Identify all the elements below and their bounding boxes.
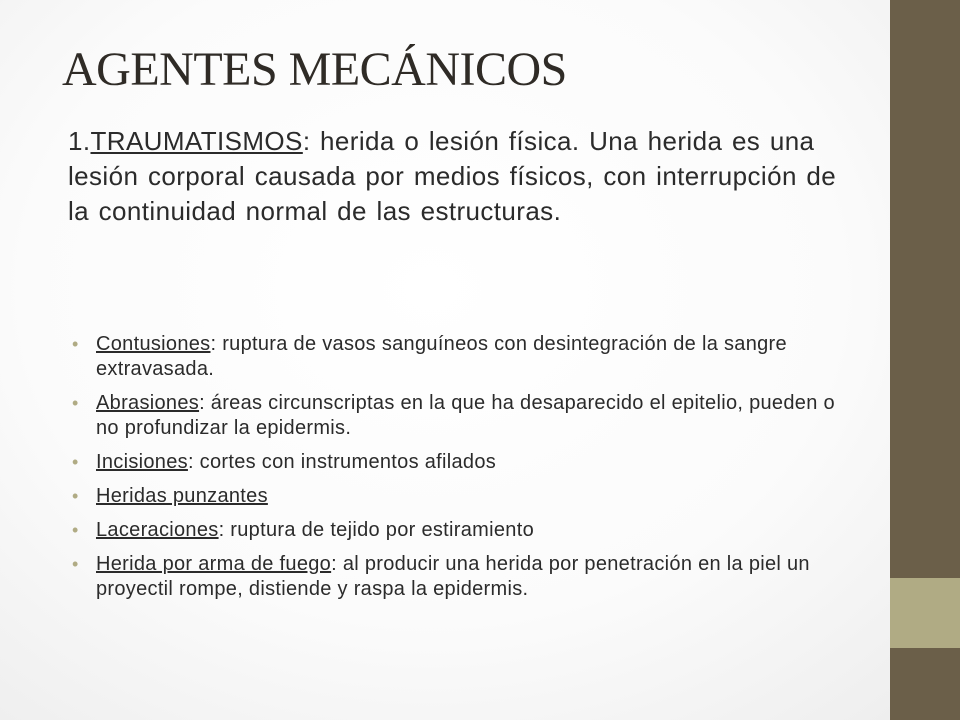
bullet-term: Abrasiones	[96, 392, 200, 414]
bullet-dot-icon: •	[72, 554, 79, 574]
bullet-item-laceraciones	[72, 518, 842, 543]
bullet-text: : cortes con instrumentos afilados	[187, 451, 497, 473]
bullet-term: Laceraciones	[96, 519, 219, 541]
bullet-item-heridas-punzantes	[72, 484, 842, 509]
side-accent-block	[890, 578, 960, 648]
bullet-term: Incisiones	[96, 451, 188, 473]
bullet-text: : áreas circunscriptas en la que ha desaparecido el epitelio, pueden o no profundizar la epidermis.	[96, 392, 835, 439]
bullet-dot-icon: •	[72, 486, 79, 506]
bullet-list	[72, 332, 842, 611]
bullet-item-incisiones	[72, 450, 842, 475]
bullet-dot-icon: •	[72, 334, 79, 354]
intro-paragraph	[68, 124, 858, 229]
bullet-dot-icon: •	[72, 393, 79, 413]
slide-title: AGENTES MECÁNICOS	[62, 43, 567, 96]
intro-term: TRAUMATISMOS	[90, 126, 303, 156]
bullet-item-arma-de-fuego	[72, 552, 842, 602]
bullet-dot-icon: •	[72, 520, 79, 540]
bullet-text: : ruptura de vasos sanguíneos con desintegración de la sangre extravasada.	[96, 333, 787, 380]
bullet-term: Herida por arma de fuego	[96, 553, 332, 575]
bullet-term: Heridas punzantes	[96, 485, 268, 507]
bullet-text: : ruptura de tejido por estiramiento	[218, 519, 534, 541]
bullet-dot-icon: •	[72, 452, 79, 472]
bullet-text: : al producir una herida por penetración en la piel un proyectil rompe, distiende y raspa la epidermis.	[96, 553, 810, 600]
intro-text: : herida o lesión física. Una herida es una lesión corporal causada por medios físicos, con interrupción de la continuidad normal de las estructuras.	[68, 126, 837, 226]
intro-number: 1.	[68, 126, 91, 156]
bullet-item-abrasiones	[72, 391, 842, 441]
bullet-term: Contusiones	[96, 333, 211, 355]
bullet-item-contusiones	[72, 332, 842, 382]
